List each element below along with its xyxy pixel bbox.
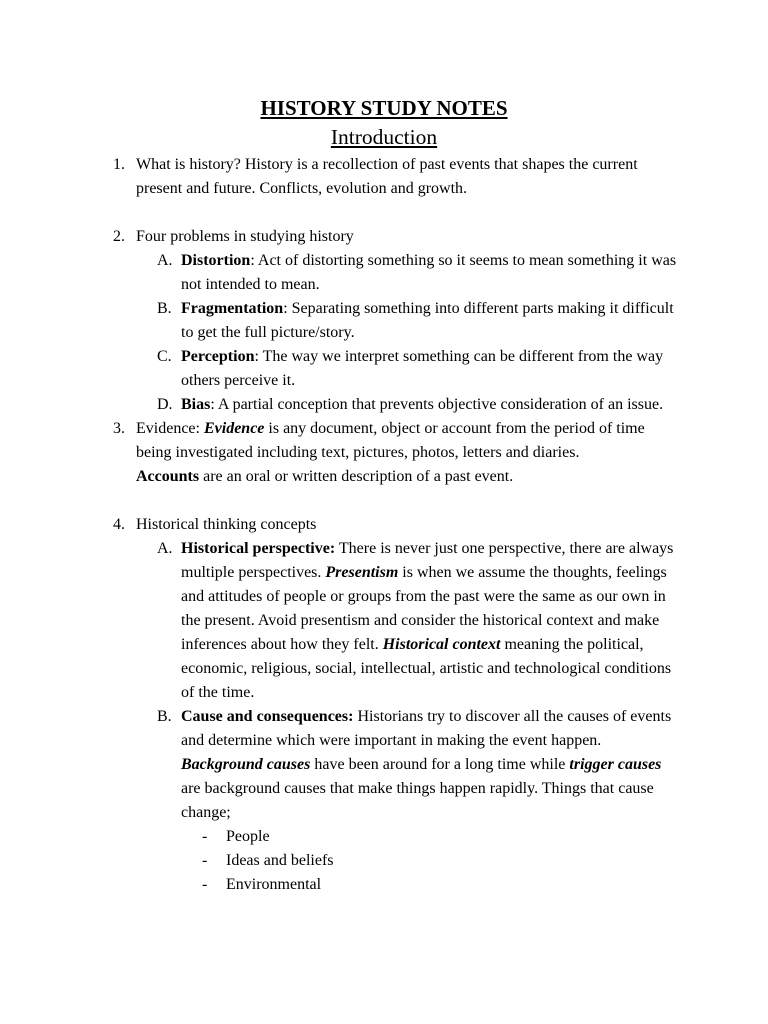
item-text: Historical thinking concepts	[136, 516, 317, 533]
term: trigger causes	[569, 756, 662, 773]
definition: : A partial conception that prevents objective consideration of an issue.	[210, 396, 664, 413]
list-item-3	[0, 417, 656, 489]
bullet-text: Environmental	[226, 876, 322, 893]
term: Cause and consequences:	[181, 708, 354, 725]
bullet-text: Ideas and beliefs	[226, 852, 334, 869]
definition: have been around for a long time while	[310, 756, 570, 773]
notes-list	[0, 153, 768, 897]
subitem-letter: B.	[157, 300, 172, 317]
subitem-fragmentation	[0, 297, 681, 345]
subitem-letter: D.	[157, 396, 173, 413]
item-text: Four problems in studying history	[136, 228, 354, 245]
definition: is any document, object or account from the period of time being investigated including text, pictures, photos, letters and diaries.	[136, 420, 645, 461]
document-title: HISTORY STUDY NOTES	[260, 96, 508, 120]
term: Fragmentation	[181, 300, 284, 317]
term: Perception	[181, 348, 255, 365]
list-item-4	[0, 513, 656, 537]
subitem-letter: C.	[157, 348, 172, 365]
definition: is when we assume the thoughts, feelings and attitudes of people or groups from the past were the same as our own in the present. Avoid presentism and consider the historical context and make inferences about how they felt.	[181, 564, 667, 653]
definition: are background causes that make things happen rapidly. Things that cause change;	[181, 780, 654, 821]
subitem-perception	[0, 345, 681, 393]
bullet-item	[0, 873, 768, 897]
item-number: 1.	[113, 156, 125, 173]
term: Historical perspective:	[181, 540, 336, 557]
term: Distortion	[181, 252, 251, 269]
term: Historical context	[382, 636, 501, 653]
definition: There is never just one perspective, there are always multiple perspectives.	[181, 540, 674, 581]
definition: : The way we interpret something can be different from the way others perceive it.	[181, 348, 664, 389]
item-prefix: Evidence:	[136, 420, 204, 437]
subitem-historical-perspective	[0, 537, 681, 705]
list-item-1	[0, 153, 656, 201]
subitem-letter: A.	[157, 252, 173, 269]
subitem-distortion	[0, 249, 681, 297]
term: Bias	[181, 396, 211, 413]
item-number: 2.	[113, 228, 125, 245]
subitem-letter: B.	[157, 708, 172, 725]
term: Evidence	[203, 420, 265, 437]
term: Presentism	[325, 564, 399, 581]
item-number: 3.	[113, 420, 125, 437]
item-text: What is history? History is a recollection of past events that shapes the current present and future. Conflicts, evolution and growth.	[136, 156, 638, 197]
section-heading: Introduction	[330, 125, 438, 149]
bullet-marker: -	[202, 828, 208, 845]
definition: meaning the political, economic, religious, social, intellectual, artistic and technological conditions of the time.	[181, 636, 672, 701]
subitem-cause-and-consequences	[0, 705, 681, 825]
bullet-marker: -	[202, 852, 208, 869]
bullet-marker: -	[202, 876, 208, 893]
bullet-text: People	[226, 828, 270, 845]
subitem-bias	[0, 393, 681, 417]
subitem-letter: A.	[157, 540, 173, 557]
definition: : Separating something into different parts making it difficult to get the full picture/story.	[181, 300, 674, 341]
term: Accounts	[136, 468, 200, 485]
term: Background causes	[181, 756, 311, 773]
definition: are an oral or written description of a past event.	[199, 468, 514, 485]
list-item-2	[0, 225, 656, 249]
definition: : Act of distorting something so it seems to mean something it was not intended to mean.	[181, 252, 677, 293]
bullet-item	[0, 825, 768, 849]
bullet-item	[0, 849, 768, 873]
item-number: 4.	[113, 516, 125, 533]
definition: Historians try to discover all the causes of events and determine which were important in making the event happen.	[181, 708, 672, 749]
